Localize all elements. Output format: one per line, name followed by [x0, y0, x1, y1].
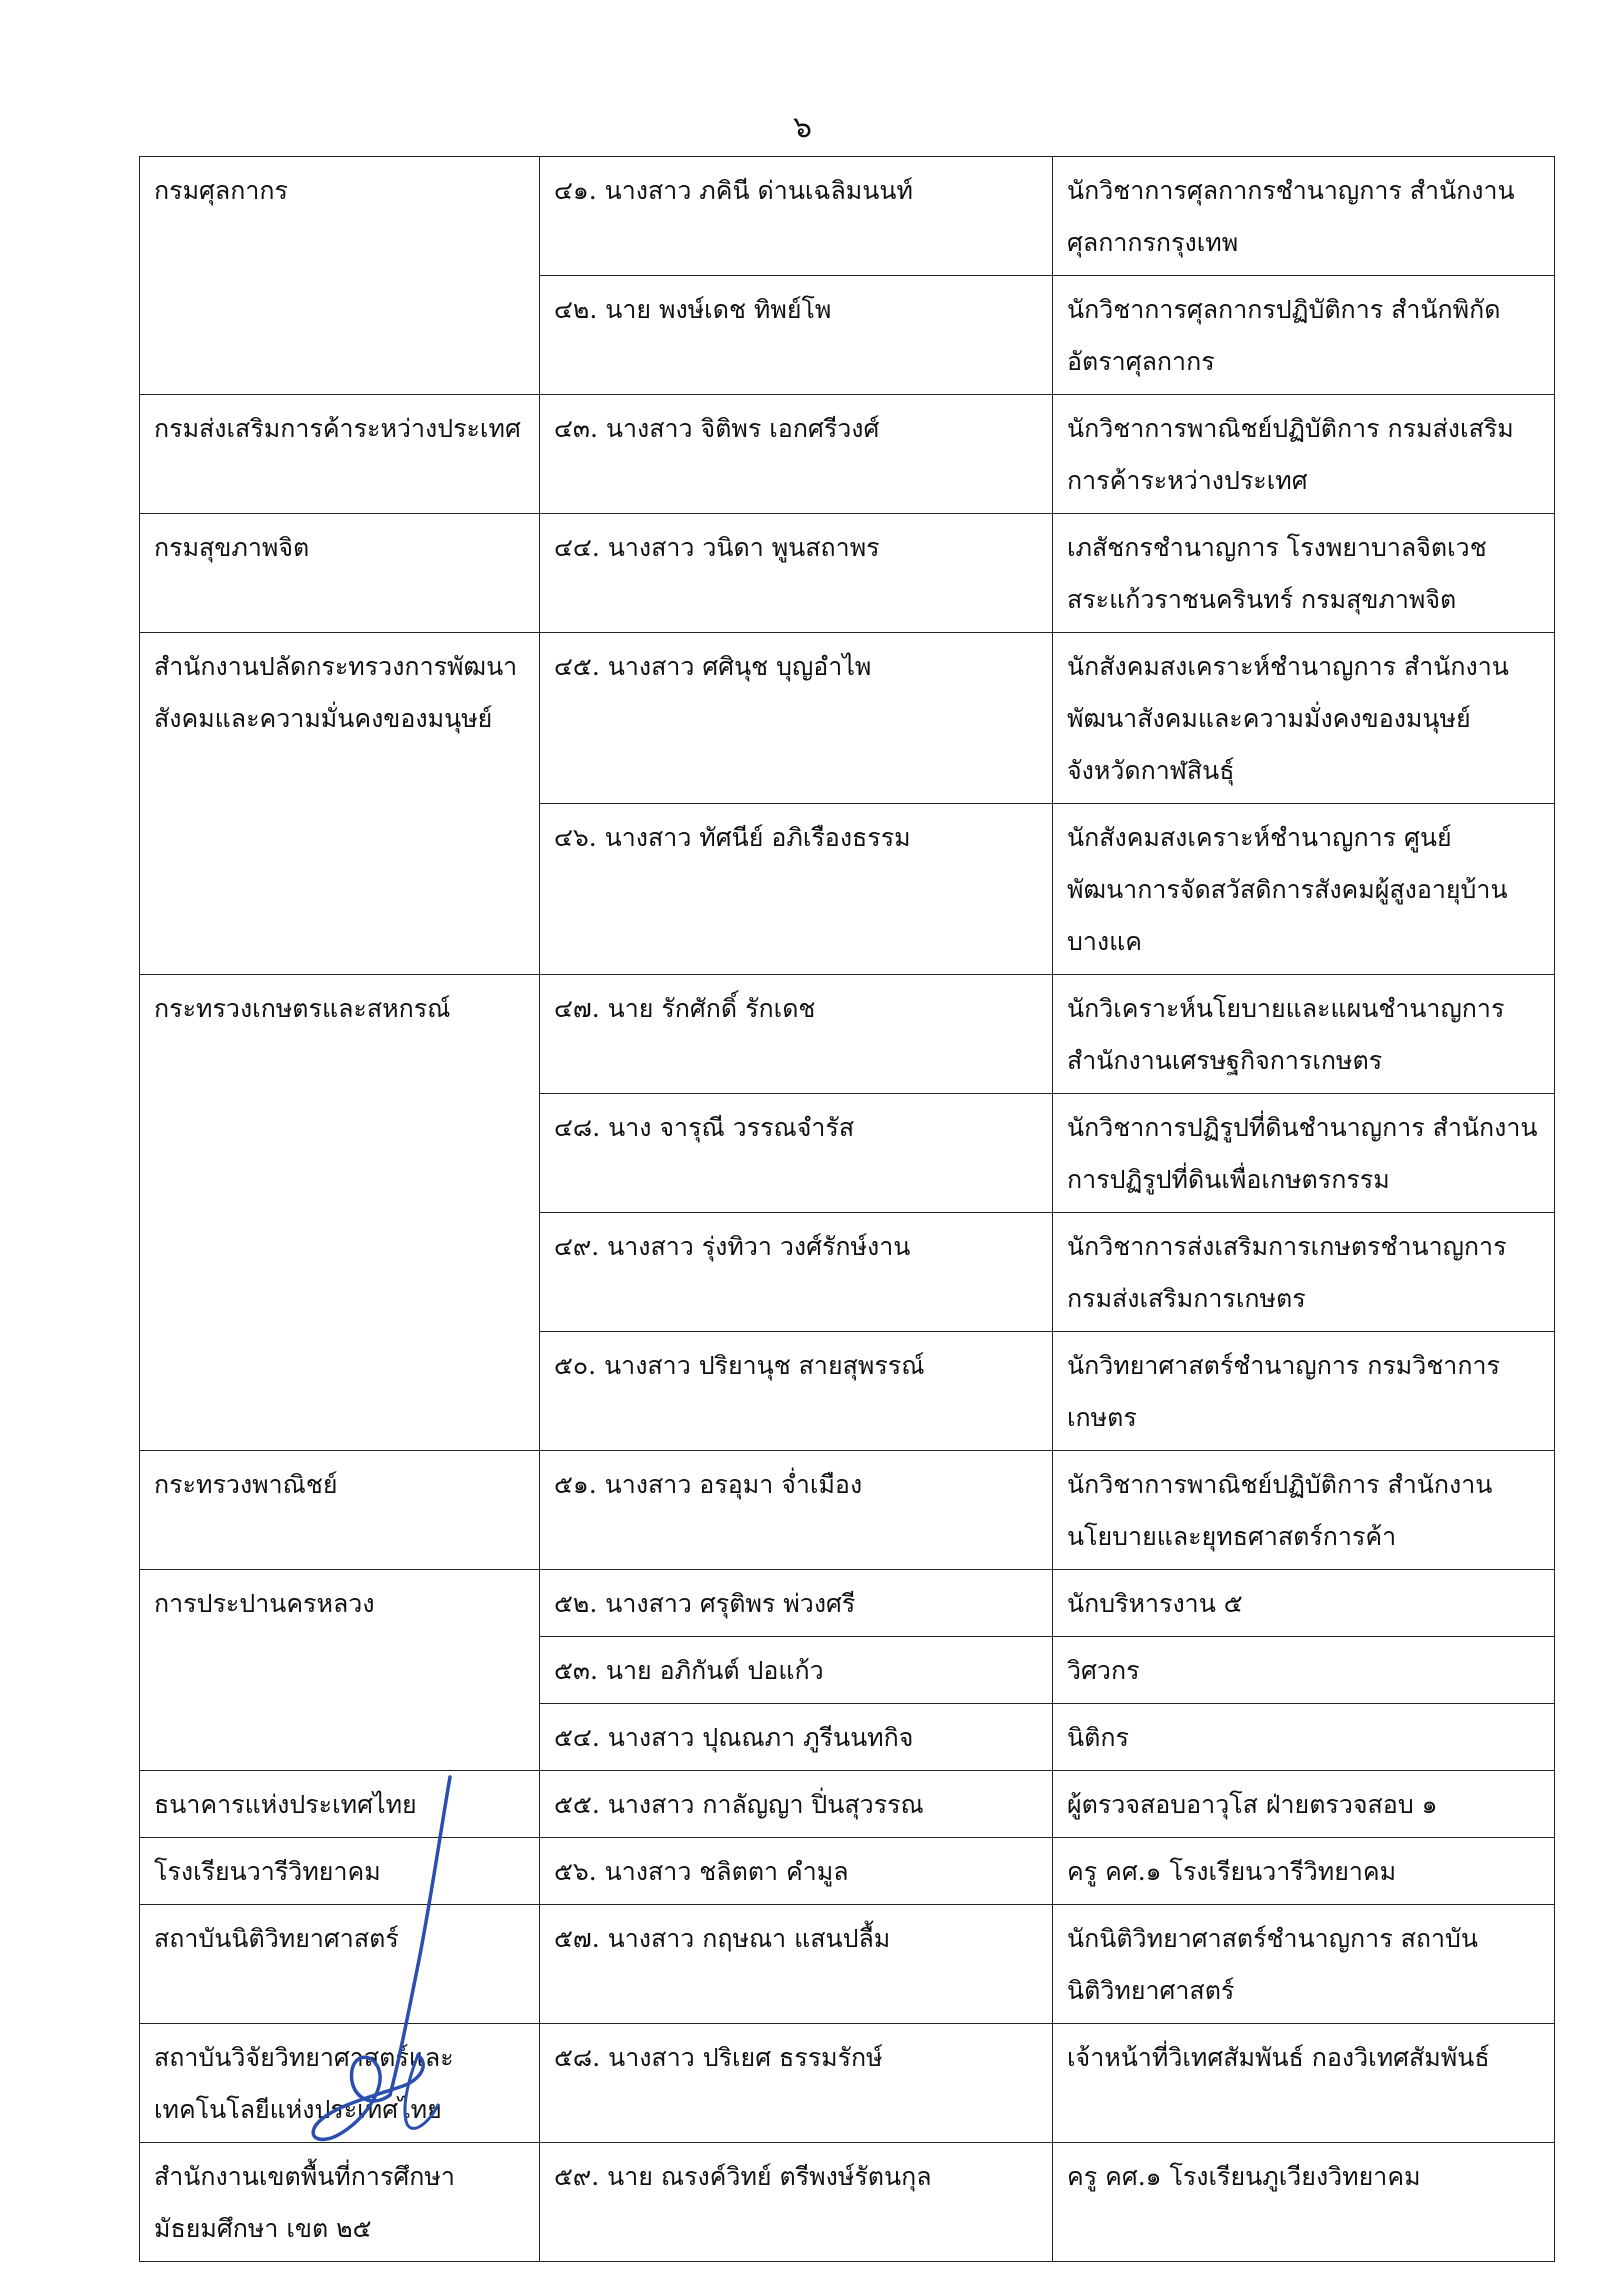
name-cell: ๔๑. นางสาว ภคินี ด่านเฉลิมนนท์: [540, 157, 1053, 276]
position-cell: นักวิเคราะห์นโยบายและแผนชำนาญการ สำนักงานเศรษฐกิจการเกษตร: [1053, 975, 1555, 1094]
position-cell: นักสังคมสงเคราะห์ชำนาญการ สำนักงานพัฒนาสังคมและความมั่งคงของมนุษย์ จังหวัดกาฬสินธุ์: [1053, 633, 1555, 804]
name-cell: ๔๕. นางสาว ศศินุช บุญอำไพ: [540, 633, 1053, 804]
table-row: [140, 395, 1555, 514]
position-cell: นักวิชาการศุลกากรชำนาญการ สำนักงานศุลกากรกรุงเทพ: [1053, 157, 1555, 276]
agency-cell: สำนักงานเขตพื้นที่การศึกษามัธยมศึกษา เขต ๒๕: [140, 2143, 540, 2262]
agency-cell: กระทรวงพาณิชย์: [140, 1451, 540, 1570]
position-cell: นักบริหารงาน ๕: [1053, 1570, 1555, 1637]
position-cell: นักวิชาการพาณิชย์ปฏิบัติการ สำนักงานนโยบายและยุทธศาสตร์การค้า: [1053, 1451, 1555, 1570]
table-row: [140, 157, 1555, 276]
name-cell: ๔๔. นางสาว วนิดา พูนสถาพร: [540, 514, 1053, 633]
name-cell: ๕๘. นางสาว ปริเยศ ธรรมรักษ์: [540, 2024, 1053, 2143]
position-cell: นักนิติวิทยาศาสตร์ชำนาญการ สถาบันนิติวิทยาศาสตร์: [1053, 1905, 1555, 2024]
position-cell: ผู้ตรวจสอบอาวุโส ฝ่ายตรวจสอบ ๑: [1053, 1771, 1555, 1838]
table-row: [140, 1905, 1555, 2024]
table-row: [140, 1771, 1555, 1838]
agency-cell: สถาบันวิจัยวิทยาศาสตร์และเทคโนโลยีแห่งประเทศไทย: [140, 2024, 540, 2143]
position-cell: นักวิทยาศาสตร์ชำนาญการ กรมวิชาการเกษตร: [1053, 1332, 1555, 1451]
name-cell: ๕๔. นางสาว ปุณณภา ภูรีนนทกิจ: [540, 1704, 1053, 1771]
agency-cell: กรมสุขภาพจิต: [140, 514, 540, 633]
agency-cell: โรงเรียนวารีวิทยาคม: [140, 1838, 540, 1905]
agency-cell: กรมศุลกากร: [140, 157, 540, 395]
name-cell: ๔๗. นาย รักศักดิ์ รักเดช: [540, 975, 1053, 1094]
name-cell: ๕๕. นางสาว กาลัญญา ปิ่นสุวรรณ: [540, 1771, 1053, 1838]
name-cell: ๕๒. นางสาว ศรุติพร พ่วงศรี: [540, 1570, 1053, 1637]
name-cell: ๕๓. นาย อภิกันต์ ปอแก้ว: [540, 1637, 1053, 1704]
table-row: [140, 514, 1555, 633]
position-cell: วิศวกร: [1053, 1637, 1555, 1704]
position-cell: เจ้าหน้าที่วิเทศสัมพันธ์ กองวิเทศสัมพันธ์: [1053, 2024, 1555, 2143]
name-cell: ๔๖. นางสาว ทัศนีย์ อภิเรืองธรรม: [540, 804, 1053, 975]
name-cell: ๕๐. นางสาว ปริยานุช สายสุพรรณ์: [540, 1332, 1053, 1451]
table-row: [140, 1838, 1555, 1905]
agency-cell: กระทรวงเกษตรและสหกรณ์: [140, 975, 540, 1451]
name-cell: ๕๙. นาย ณรงค์วิทย์ ตรีพงษ์รัตนกุล: [540, 2143, 1053, 2262]
table-row: [140, 2024, 1555, 2143]
nominee-table: [139, 156, 1555, 2262]
position-cell: ครู คศ.๑ โรงเรียนภูเวียงวิทยาคม: [1053, 2143, 1555, 2262]
agency-cell: สถาบันนิติวิทยาศาสตร์: [140, 1905, 540, 2024]
table-row: [140, 1570, 1555, 1637]
name-cell: ๕๖. นางสาว ชลิตตา คำมูล: [540, 1838, 1053, 1905]
name-cell: ๔๙. นางสาว รุ่งทิวา วงศ์รักษ์งาน: [540, 1213, 1053, 1332]
position-cell: นักวิชาการศุลกากรปฏิบัติการ สำนักพิกัดอัตราศุลกากร: [1053, 276, 1555, 395]
position-cell: นักวิชาการพาณิชย์ปฏิบัติการ กรมส่งเสริมการค้าระหว่างประเทศ: [1053, 395, 1555, 514]
name-cell: ๕๗. นางสาว กฤษณา แสนปลื้ม: [540, 1905, 1053, 2024]
name-cell: ๔๒. นาย พงษ์เดช ทิพย์โพ: [540, 276, 1053, 395]
name-cell: ๕๑. นางสาว อรอุมา จ่ำเมือง: [540, 1451, 1053, 1570]
table-row: [140, 1451, 1555, 1570]
table-row: [140, 633, 1555, 804]
agency-cell: สำนักงานปลัดกระทรวงการพัฒนาสังคมและความมั่นคงของมนุษย์: [140, 633, 540, 975]
table-row: [140, 975, 1555, 1094]
position-cell: นิติกร: [1053, 1704, 1555, 1771]
page-number: ๖: [792, 110, 813, 145]
name-cell: ๔๘. นาง จารุณี วรรณจำรัส: [540, 1094, 1053, 1213]
position-cell: นักวิชาการส่งเสริมการเกษตรชำนาญการ กรมส่งเสริมการเกษตร: [1053, 1213, 1555, 1332]
agency-cell: กรมส่งเสริมการค้าระหว่างประเทศ: [140, 395, 540, 514]
agency-cell: ธนาคารแห่งประเทศไทย: [140, 1771, 540, 1838]
position-cell: เภสัชกรชำนาญการ โรงพยาบาลจิตเวชสระแก้วราชนครินทร์ กรมสุขภาพจิต: [1053, 514, 1555, 633]
name-cell: ๔๓. นางสาว จิติพร เอกศรีวงศ์: [540, 395, 1053, 514]
table-row: [140, 2143, 1555, 2262]
position-cell: นักสังคมสงเคราะห์ชำนาญการ ศูนย์พัฒนาการจัดสวัสดิการสังคมผู้สูงอายุบ้านบางแค: [1053, 804, 1555, 975]
position-cell: ครู คศ.๑ โรงเรียนวารีวิทยาคม: [1053, 1838, 1555, 1905]
agency-cell: การประปานครหลวง: [140, 1570, 540, 1771]
position-cell: นักวิชาการปฏิรูปที่ดินชำนาญการ สำนักงานการปฏิรูปที่ดินเพื่อเกษตรกรรม: [1053, 1094, 1555, 1213]
